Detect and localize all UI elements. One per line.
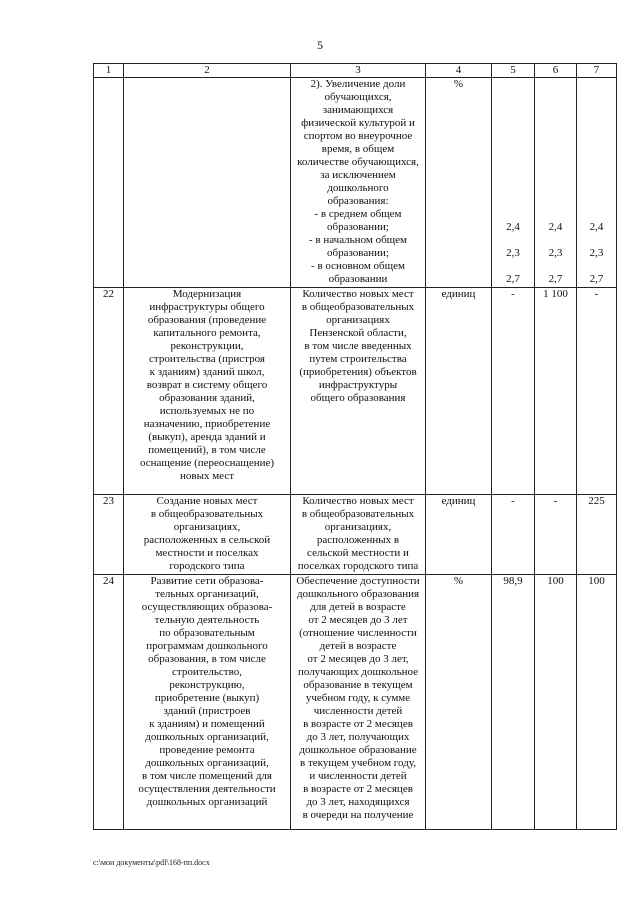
column-header: 4 — [426, 64, 492, 78]
indicator-cell: Количество новых мест в общеобразовательных организациях Пензенской области, в том числе введенных путем строительства (приобретения) объектов инфраструктуры общего образования — [291, 288, 426, 495]
indicators-table — [93, 63, 617, 830]
table-row — [94, 575, 617, 830]
column-header: 7 — [577, 64, 617, 78]
unit-cell: % — [426, 78, 492, 288]
column-header: 1 — [94, 64, 124, 78]
activity-cell: Создание новых мест в общеобразовательных организациях, расположенных в сельской местности и поселках городского типа — [124, 495, 291, 575]
value-cell: 2,4 2,3 2,7 — [492, 78, 535, 288]
value-cell: - — [492, 288, 535, 495]
value-cell: 2,4 2,3 2,7 — [577, 78, 617, 288]
value-cell: 100 — [577, 575, 617, 830]
column-header: 6 — [535, 64, 577, 78]
activity-cell: Развитие сети образова- тельных организаций, осуществляющих образова- тельную деятельность по образовательным программам дошкольного образования, в том числе строительство, реконструкцию, приобретение (выкуп) зданий (пристроев к зданиям) и помещений дошкольных организаций, проведение ремонта дошкольных организаций, в том числе помещений для осуществления деятельности дошкольных организаций — [124, 575, 291, 830]
value-cell: 225 — [577, 495, 617, 575]
table-row — [94, 495, 617, 575]
value-cell: - — [577, 288, 617, 495]
row-number: 22 — [94, 288, 124, 495]
value-cell: 100 — [535, 575, 577, 830]
value-cell: - — [535, 495, 577, 575]
column-header: 3 — [291, 64, 426, 78]
unit-cell: единиц — [426, 288, 492, 495]
value-cell: 98,9 — [492, 575, 535, 830]
page-number: 5 — [317, 38, 323, 52]
column-header: 2 — [124, 64, 291, 78]
activity-cell — [124, 78, 291, 288]
value-cell: 1 100 — [535, 288, 577, 495]
file-path-footer: c:\мои документы\pdf\168-пп.docx — [93, 858, 210, 867]
unit-cell: единиц — [426, 495, 492, 575]
indicator-cell: Количество новых мест в общеобразовательных организациях, расположенных в сельской местности и поселках городского типа — [291, 495, 426, 575]
row-number: 24 — [94, 575, 124, 830]
value-cell: - — [492, 495, 535, 575]
row-number: 23 — [94, 495, 124, 575]
header-row — [94, 64, 617, 78]
column-header: 5 — [492, 64, 535, 78]
activity-cell: Модернизация инфраструктуры общего образования (проведение капитального ремонта, реконструкции, строительства (пристроя к зданиям) зданий школ, возврат в систему общего образования зданий, используемых не по назначению, приобретение (выкуп), аренда зданий и помещений), в том числе оснащение (переоснащение) новых мест — [124, 288, 291, 495]
indicator-cell: 2). Увеличение доли обучающихся, занимающихся физической культурой и спортом во внеурочное время, в общем количестве обучающихся, за исключением дошкольного образования: - в среднем общем образовании; - в начальном общем образовании; - в основном общем образовании — [291, 78, 426, 288]
row-number — [94, 78, 124, 288]
indicator-cell: Обеспечение доступности дошкольного образования для детей в возрасте от 2 месяцев до 3 лет (отношение численности детей в возрасте от 2 месяцев до 3 лет, получающих дошкольное образование в текущем учебном году, к сумме численности детей в возрасте от 2 месяцев до 3 лет, получающих дошкольное образование в текущем учебном году, и численности детей в возрасте от 2 месяцев до 3 лет, находящихся в очереди на получение — [291, 575, 426, 830]
table-row — [94, 78, 617, 288]
value-cell: 2,4 2,3 2,7 — [535, 78, 577, 288]
table-row — [94, 288, 617, 495]
unit-cell: % — [426, 575, 492, 830]
